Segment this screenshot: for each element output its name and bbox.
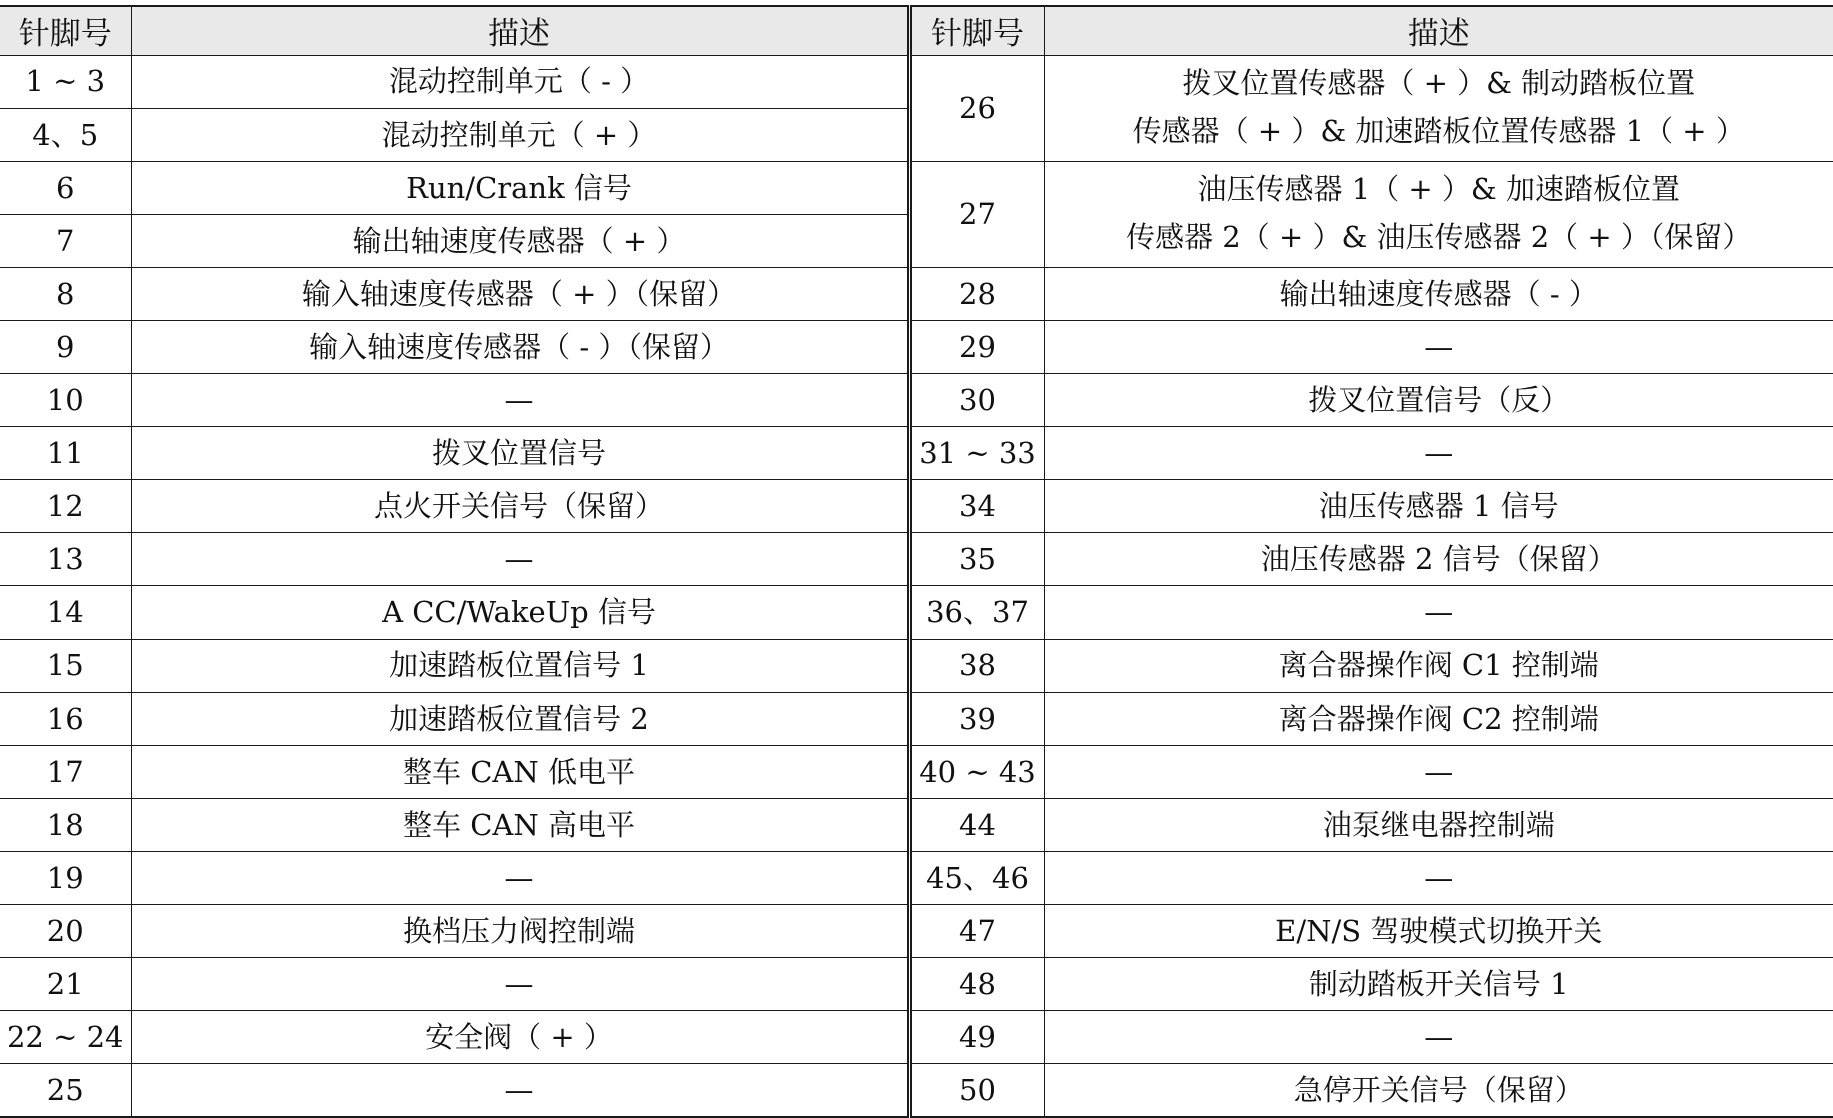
desc-cell: Run/Crank 信号 (131, 161, 909, 214)
desc-cell: — (131, 851, 909, 904)
desc-cell: — (1044, 745, 1833, 798)
table-row (0, 851, 1833, 904)
pin-cell: 19 (0, 851, 131, 904)
desc-cell: 输出轴速度传感器（ - ） (1044, 267, 1833, 320)
table-body (0, 55, 1833, 1117)
pin-cell: 15 (0, 639, 131, 692)
pin-cell: 1 ~ 3 (0, 55, 131, 108)
header-desc-right: 描述 (1044, 6, 1833, 55)
pin-cell: 44 (909, 798, 1044, 851)
pin-cell: 12 (0, 480, 131, 533)
desc-cell-multiline (1044, 55, 1833, 161)
desc-cell: 输入轴速度传感器（ + ）（保留） (131, 267, 909, 320)
table-row (0, 427, 1833, 480)
pin-cell: 6 (0, 161, 131, 214)
table-row (0, 480, 1833, 533)
header-desc-left: 描述 (131, 6, 909, 55)
table-row (0, 639, 1833, 692)
desc-cell: — (1044, 427, 1833, 480)
desc-cell: 油压传感器 2 信号（保留） (1044, 533, 1833, 586)
desc-cell: 整车 CAN 低电平 (131, 745, 909, 798)
pin-cell: 34 (909, 480, 1044, 533)
pin-cell: 16 (0, 692, 131, 745)
table-row (0, 798, 1833, 851)
pin-cell: 47 (909, 905, 1044, 958)
table-row (0, 1011, 1833, 1064)
pin-cell: 8 (0, 267, 131, 320)
pin-cell: 18 (0, 798, 131, 851)
pin-cell: 38 (909, 639, 1044, 692)
pin-cell: 49 (909, 1011, 1044, 1064)
table-row (0, 1064, 1833, 1117)
table-row (0, 267, 1833, 320)
pin-cell: 31 ~ 33 (909, 427, 1044, 480)
desc-cell: 加速踏板位置信号 2 (131, 692, 909, 745)
table-row (0, 905, 1833, 958)
desc-cell: 输入轴速度传感器（ - ）（保留） (131, 320, 909, 373)
desc-cell: 混动控制单元（ - ） (131, 55, 909, 108)
pin-cell: 27 (909, 161, 1044, 267)
header-pin-right: 针脚号 (909, 6, 1044, 55)
pin-cell: 20 (0, 905, 131, 958)
desc-cell: 离合器操作阀 C1 控制端 (1044, 639, 1833, 692)
pin-cell: 14 (0, 586, 131, 639)
pin-cell: 26 (909, 55, 1044, 161)
header-row (0, 6, 1833, 55)
desc-line: 传感器 2（ + ）& 油压传感器 2（ + ）（保留） (1126, 220, 1752, 255)
desc-cell: — (131, 1064, 909, 1117)
desc-cell: 拨叉位置信号（反） (1044, 374, 1833, 427)
table-row (0, 161, 1833, 214)
desc-cell: 整车 CAN 高电平 (131, 798, 909, 851)
desc-cell-multiline (1044, 161, 1833, 267)
pin-cell: 28 (909, 267, 1044, 320)
desc-cell: 拨叉位置信号 (131, 427, 909, 480)
pin-cell: 9 (0, 320, 131, 373)
desc-cell: — (1044, 851, 1833, 904)
pin-cell: 13 (0, 533, 131, 586)
table-row (0, 745, 1833, 798)
desc-cell: — (131, 374, 909, 427)
pin-cell: 7 (0, 214, 131, 267)
desc-cell: — (1044, 1011, 1833, 1064)
desc-cell: — (131, 533, 909, 586)
pin-cell: 40 ~ 43 (909, 745, 1044, 798)
pin-cell: 29 (909, 320, 1044, 373)
desc-cell: — (1044, 586, 1833, 639)
pin-cell: 35 (909, 533, 1044, 586)
desc-cell: A CC/WakeUp 信号 (131, 586, 909, 639)
table-row (0, 692, 1833, 745)
pin-cell: 21 (0, 958, 131, 1011)
desc-cell: 输出轴速度传感器（ + ） (131, 214, 909, 267)
pin-cell: 30 (909, 374, 1044, 427)
pin-cell: 11 (0, 427, 131, 480)
pin-cell: 25 (0, 1064, 131, 1117)
desc-cell: — (1044, 320, 1833, 373)
pin-cell: 50 (909, 1064, 1044, 1117)
table-row (0, 320, 1833, 373)
table-row (0, 958, 1833, 1011)
table-row (0, 533, 1833, 586)
pin-cell: 45、46 (909, 851, 1044, 904)
pin-cell: 39 (909, 692, 1044, 745)
desc-cell: E/N/S 驾驶模式切换开关 (1044, 905, 1833, 958)
desc-line: 油压传感器 1（ + ）& 加速踏板位置 (1197, 172, 1680, 207)
desc-line: 拨叉位置传感器（ + ）& 制动踏板位置 (1182, 66, 1696, 101)
desc-cell: 油泵继电器控制端 (1044, 798, 1833, 851)
table-header (0, 6, 1833, 55)
desc-cell: 急停开关信号（保留） (1044, 1064, 1833, 1117)
table-row (0, 586, 1833, 639)
pin-definition-table (0, 5, 1833, 1118)
pin-cell: 17 (0, 745, 131, 798)
header-pin-left: 针脚号 (0, 6, 131, 55)
table-row (0, 374, 1833, 427)
desc-cell: 制动踏板开关信号 1 (1044, 958, 1833, 1011)
desc-cell: 油压传感器 1 信号 (1044, 480, 1833, 533)
pin-cell: 36、37 (909, 586, 1044, 639)
desc-cell: 离合器操作阀 C2 控制端 (1044, 692, 1833, 745)
desc-cell: 加速踏板位置信号 1 (131, 639, 909, 692)
desc-cell: 换档压力阀控制端 (131, 905, 909, 958)
pin-cell: 48 (909, 958, 1044, 1011)
pin-cell: 22 ~ 24 (0, 1011, 131, 1064)
pin-cell: 4、5 (0, 108, 131, 161)
pin-cell: 10 (0, 374, 131, 427)
table-row (0, 55, 1833, 108)
desc-cell: 点火开关信号（保留） (131, 480, 909, 533)
desc-cell: — (131, 958, 909, 1011)
desc-cell: 安全阀（ + ） (131, 1011, 909, 1064)
desc-cell: 混动控制单元（ + ） (131, 108, 909, 161)
desc-line: 传感器（ + ）& 加速踏板位置传感器 1（ + ） (1132, 114, 1745, 149)
